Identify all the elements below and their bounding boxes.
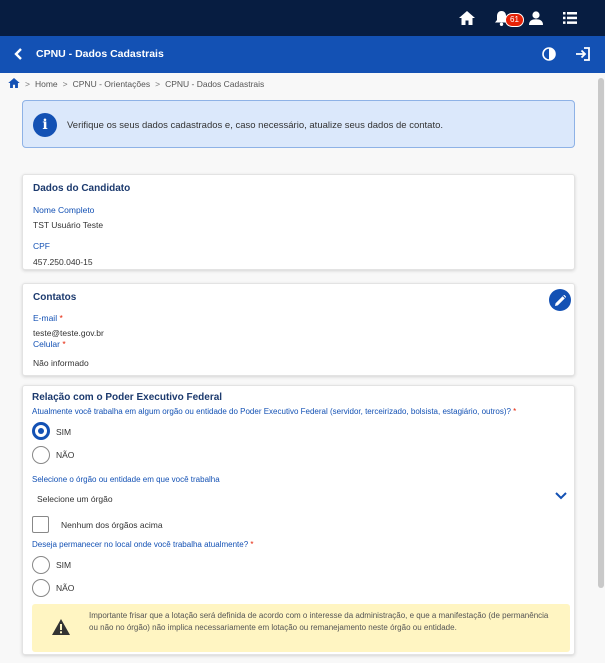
candidate-title: Dados do Candidato [33,183,131,194]
back-chevron-icon[interactable] [10,46,26,62]
contacts-title: Contatos [33,292,77,303]
page-title: CPNU - Dados Cadastrais [36,48,164,60]
user-icon[interactable] [528,10,544,26]
home-icon[interactable] [459,10,475,26]
email-value: teste@teste.gov.br [33,328,104,338]
phone-value: Não informado [33,358,89,368]
radio-remain-nao-label: NÃO [56,583,75,593]
relation-card [22,385,575,655]
radio-remain-nao[interactable] [32,579,50,597]
breadcrumb [8,78,264,90]
top-navbar [0,0,605,36]
breadcrumb-separator: > [155,79,161,89]
logout-icon[interactable] [574,46,590,62]
notification-badge: 61 [505,13,524,27]
none-of-the-above-checkbox[interactable] [32,516,49,533]
cpf-label: CPF [33,241,50,251]
page-header [0,36,605,73]
radio-remain-sim[interactable] [32,556,50,574]
orgao-select-value: Selecione um órgão [37,494,113,504]
relation-title: Relação com o Poder Executivo Federal [32,392,223,403]
radio-works-sim-label: SIM [56,427,72,437]
scrollbar[interactable] [598,78,604,588]
info-alert-text: Verifique os seus dados cadastrados e, caso necessário, atualize seus dados de contato. [67,120,444,131]
home-icon[interactable] [8,78,20,90]
radio-remain-sim-label: SIM [56,560,72,570]
warning-triangle-icon [52,619,70,637]
cpf-value: 457.250.040-15 [33,257,93,267]
warning-text: Importante frisar que a lotação será definida de acordo com o interesse da administração, e que a manifestação (de permanência ou não no órgão) não implica necessariamente em lotação ou remanejamento neste órgão ou entidade. [89,611,549,632]
pencil-icon [555,295,566,306]
info-alert [22,100,575,148]
breadcrumb-item-current: CPNU - Dados Cadastrais [165,79,265,89]
email-label: E-mail * [33,313,63,323]
question-works-in-federal-label: Atualmente você trabalha em algum orgão ou entidade do Poder Executivo Federal (servidor, terceirizado, bolsista, estagiário, outros)? * [32,407,517,416]
info-icon: i [33,113,57,137]
edit-contacts-button[interactable] [549,289,571,311]
contrast-icon[interactable] [541,46,557,62]
orgao-select[interactable] [32,489,567,509]
chevron-down-icon [555,492,567,502]
breadcrumb-item-home[interactable]: Home [34,79,58,89]
name-label: Nome Completo [33,205,95,215]
radio-works-nao[interactable] [32,446,50,464]
contacts-card [22,283,575,376]
breadcrumb-item-orientacoes[interactable]: CPNU - Orientações [72,79,151,89]
breadcrumb-separator: > [62,79,68,89]
radio-works-nao-label: NÃO [56,450,75,460]
select-orgao-label: Selecione o órgão ou entidade em que você trabalha [32,475,220,484]
candidate-card [22,174,575,270]
menu-list-icon[interactable] [562,10,578,26]
warning-alert [32,604,570,652]
radio-works-sim[interactable] [32,422,50,440]
phone-label: Celular * [33,339,66,349]
breadcrumb-separator: > [25,79,30,89]
none-of-the-above-label: Nenhum dos órgãos acima [61,520,163,530]
name-value: TST Usuário Teste [33,220,104,230]
question-remain-label: Deseja permanecer no local onde você trabalha atualmente? * [32,540,254,549]
